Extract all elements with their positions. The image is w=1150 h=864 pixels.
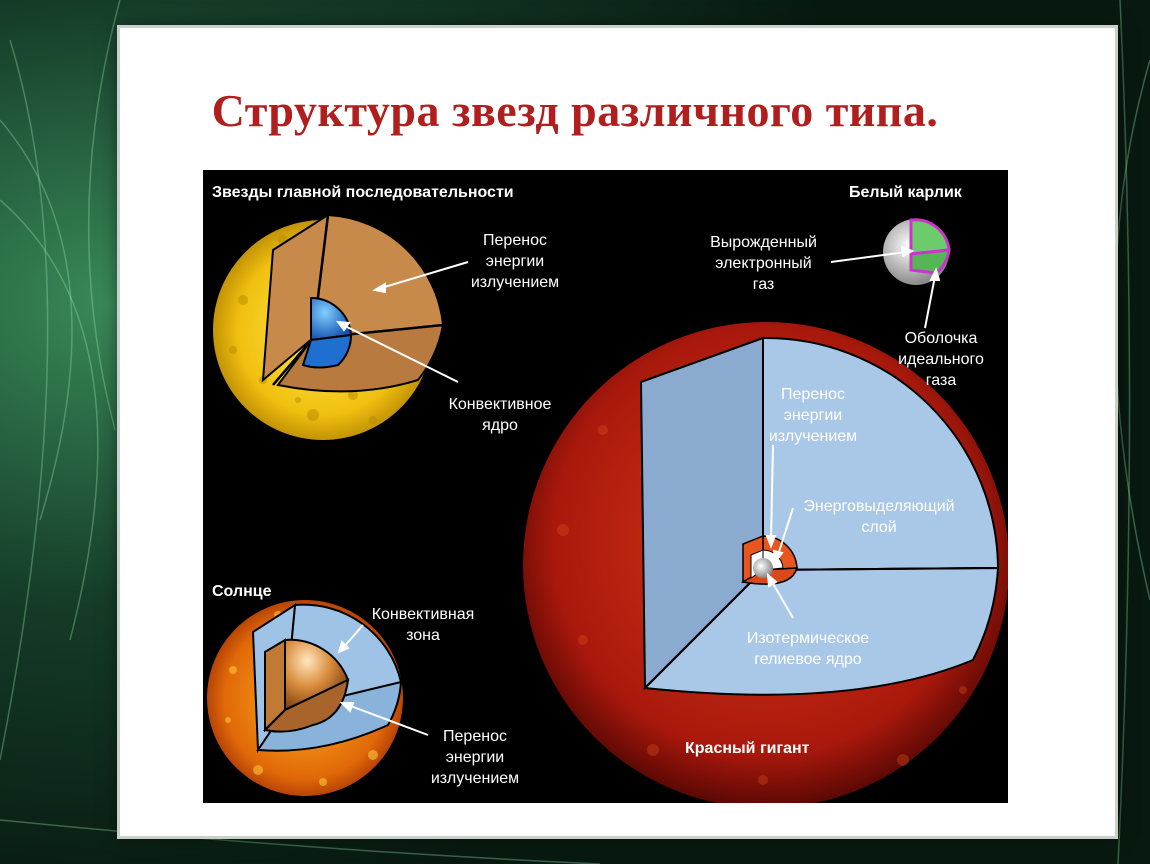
main-sequence-star <box>213 215 443 440</box>
red-giant-header: Красный гигант <box>685 740 810 757</box>
main-sequence-radiation-label: Перенос энергии излучением <box>470 232 560 291</box>
red-giant-radiation-label: Перенос энергии излучением <box>768 386 858 445</box>
red-giant-core-label: Изотермическое гелиевое ядро <box>746 630 870 668</box>
main-sequence-core-label: Конвективное ядро <box>448 396 552 434</box>
white-dwarf-gas-label: Вырожденный электронный газ <box>710 234 817 293</box>
sun-convective-label: Конвективная зона <box>371 606 475 644</box>
sun-header: Солнце <box>212 583 272 600</box>
white-dwarf-shell-label: Оболочка идеального газа <box>898 330 984 389</box>
white-dwarf-star <box>883 219 949 285</box>
star-structure-diagram <box>203 170 1008 803</box>
white-dwarf-header: Белый карлик <box>849 184 962 201</box>
page-title: Структура звезд различного типа. <box>211 85 939 136</box>
main-sequence-header: Звезды главной последовательности <box>212 184 514 201</box>
sun-radiation-label: Перенос энергии излучением <box>430 728 520 787</box>
red-giant-layer-label: Энерговыделяющий слой <box>803 498 955 536</box>
